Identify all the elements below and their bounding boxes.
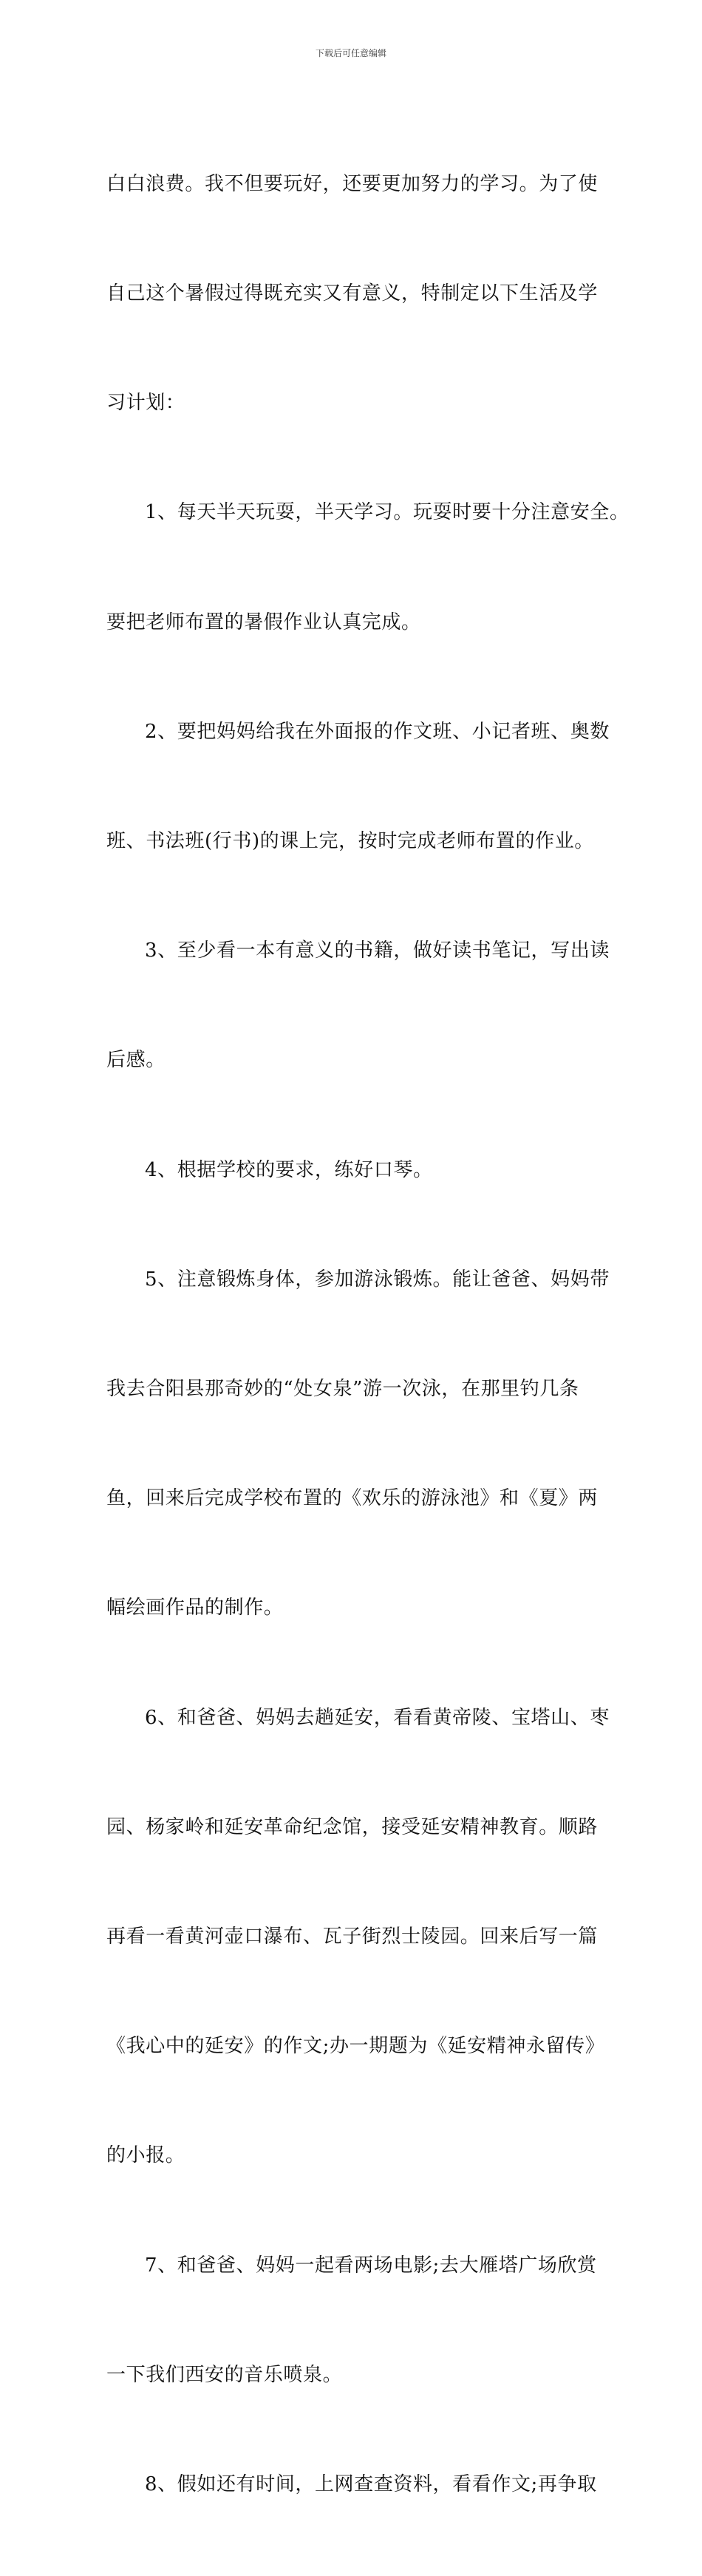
text-line: 园、杨家岭和延安革命纪念馆，接受延安精神教育。顺路 bbox=[106, 1815, 599, 1838]
text-line: 《我心中的延安》的作文;办一期题为《延安精神永留传》 bbox=[106, 2035, 605, 2058]
text-line: 习计划： bbox=[106, 392, 185, 415]
text-line: 7、和爸爸、妈妈一起看两场电影;去大雁塔广场欣赏 bbox=[145, 2254, 597, 2277]
text-line: 6、和爸爸、妈妈去趟延安，看看黄帝陵、宝塔山、枣 bbox=[145, 1706, 610, 1729]
header-note: 下载后可任意编辑 bbox=[315, 48, 386, 58]
text-line: 要把老师布置的暑假作业认真完成。 bbox=[106, 611, 421, 633]
text-line: 幅绘画作品的制作。 bbox=[106, 1597, 284, 1620]
text-line: 自己这个暑假过得既充实又有意义，特制定以下生活及学 bbox=[106, 282, 599, 305]
page-header bbox=[0, 47, 702, 59]
text-line: 4、根据学校的要求，练好口琴。 bbox=[145, 1158, 433, 1181]
text-line: 鱼，回来后完成学校布置的《欢乐的游泳池》和《夏》两 bbox=[106, 1487, 599, 1510]
text-line: 8、假如还有时间，上网查查资料，看看作文;再争取 bbox=[145, 2473, 597, 2496]
text-line: 的小报。 bbox=[106, 2144, 185, 2167]
text-line: 5、注意锻炼身体，参加游泳锻炼。能让爸爸、妈妈带 bbox=[145, 1268, 610, 1291]
document-body bbox=[106, 93, 630, 2576]
text-line: 后感。 bbox=[106, 1049, 166, 1072]
text-line: 1、每天半天玩耍，半天学习。玩耍时要十分注意安全。 bbox=[145, 501, 630, 524]
text-line: 白白浪费。我不但要玩好，还要更加努力的学习。为了使 bbox=[106, 172, 599, 195]
text-line: 我去合阳县那奇妙的“处女泉”游一次泳，在那里钓几条 bbox=[106, 1378, 579, 1401]
text-line: 班、书法班(行书)的课上完，按时完成老师布置的作业。 bbox=[106, 830, 594, 853]
text-line: 一下我们西安的音乐喷泉。 bbox=[106, 2363, 343, 2386]
text-block bbox=[106, 93, 630, 2576]
text-line: 3、至少看一本有意义的书籍，做好读书笔记，写出读 bbox=[145, 939, 610, 962]
text-line: 2、要把妈妈给我在外面报的作文班、小记者班、奥数 bbox=[145, 720, 610, 743]
text-line: 再看一看黄河壶口瀑布、瓦子街烈士陵园。回来后写一篇 bbox=[106, 1926, 599, 1948]
